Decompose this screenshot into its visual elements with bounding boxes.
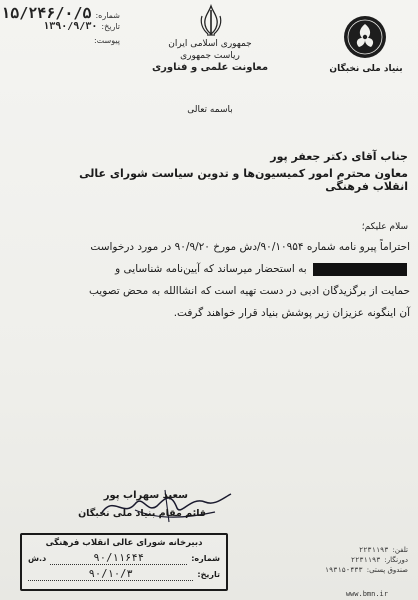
signer-title: قائم مقام بنیاد ملی نخبگان xyxy=(78,508,206,519)
gov-line-3: معاونت علمی و فناوری xyxy=(151,62,269,73)
stamp-date-label: تاریخ: xyxy=(197,570,220,579)
attachment-row xyxy=(8,34,120,48)
number-row xyxy=(1,4,120,22)
phone-row xyxy=(298,545,408,555)
gov-line-1: جمهوری اسلامی ایران xyxy=(168,39,252,49)
stamp-number-suffix: د.ش xyxy=(28,554,47,563)
stamp-number-row xyxy=(28,552,220,565)
gov-header xyxy=(150,38,270,74)
fax-label: دورنگار: xyxy=(384,556,408,564)
redaction-bar xyxy=(313,263,407,276)
stamp-number-label: شماره: xyxy=(191,554,220,563)
recipient-name: جناب آقای دکتر جعفر پور xyxy=(270,150,408,163)
gov-line-2: ریاست جمهوری xyxy=(180,51,240,61)
date-label: تاریخ: xyxy=(101,22,120,31)
number-label: شماره: xyxy=(95,11,120,20)
fax-value: ۲۲۳۱۱۹۳ xyxy=(350,556,381,564)
date-row xyxy=(8,20,120,34)
greeting: سلام علیکم؛ xyxy=(361,222,408,232)
attachment-label: پیوست: xyxy=(93,36,120,45)
stamp-date-value: ۹۰/۱۰/۳ xyxy=(28,568,193,581)
recipient-title: معاون محترم امور کمیسیون‌ها و تدوین سیاست شورای عالی انقلاب فرهنگی xyxy=(79,167,408,193)
letter-meta xyxy=(1,4,120,48)
signer-name: سعید سهراب پور xyxy=(103,490,188,501)
phone-label: تلفن: xyxy=(392,546,408,554)
foundation-name: بنیاد ملی نخبگان xyxy=(329,64,403,74)
body-line-2 xyxy=(12,258,410,280)
contact-info xyxy=(298,545,408,575)
number-value: ۱۵/۲۴۶/۰/۵ xyxy=(1,4,92,22)
iran-emblem-icon xyxy=(196,4,226,38)
foundation-logo-icon xyxy=(340,14,390,60)
phone-value: ۲۲۳۱۱۹۳ xyxy=(358,546,389,554)
postal-value: ۱۹۳۱۵-۴۳۳ xyxy=(324,566,363,574)
postal-label: صندوق پستی: xyxy=(366,566,408,574)
body-line-1: احتراماً پیرو نامه شماره ۹۰/۱۰۹۵۴/دش مورخ ۹۰/۹/۲۰ در مورد درخواست xyxy=(90,241,410,253)
stamp-date-row xyxy=(28,568,220,581)
body-line-4: آن اینگونه عزیزان زیر پوشش بنیاد قرار خواهند گرفت. xyxy=(173,307,410,319)
fax-row xyxy=(298,555,408,565)
stamp-number-value: ۹۰/۱۱۶۴۴ xyxy=(50,552,187,565)
website-link[interactable]: www.bmn.ir xyxy=(345,590,388,598)
receipt-stamp xyxy=(20,533,228,591)
date-value: ۱۳۹۰/۹/۳۰ xyxy=(43,21,98,32)
body-line-2-text: به استحضار میرساند که آیین‌نامه شناسایی و xyxy=(115,263,307,275)
body-line-3: حمایت از برگزیدگان ادبی در دست تهیه است که انشاالله به محض تصویب xyxy=(88,285,410,297)
postal-row xyxy=(298,565,408,575)
stamp-title: دبیرخانه شورای عالی انقلاب فرهنگی xyxy=(45,538,203,548)
bismillah: باسمه تعالی xyxy=(187,105,233,115)
